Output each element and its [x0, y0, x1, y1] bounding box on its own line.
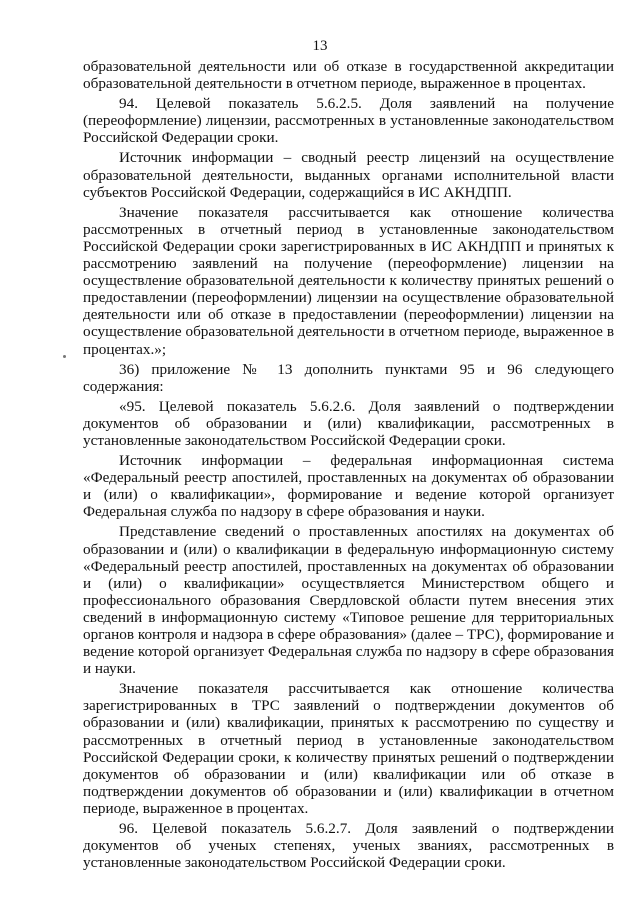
paragraph-source-95: Источник информации – федеральная информационная система «Федеральный реестр апостилей, проставленных на документах об образовании и (или) о квалификации», формирование и ведение которой организует Федеральная служба по надзору в сфере образования и науки. — [83, 452, 614, 521]
margin-mark — [63, 355, 66, 358]
paragraph-continuation: образовательной деятельности или об отказе в государственной аккредитации образовательной деятельности в отчетном периоде, выраженное в процентах. — [83, 58, 614, 93]
document-body — [83, 58, 614, 874]
paragraph-source-94: Источник информации – сводный реестр лицензий на осуществление образовательной деятельности, выданных органами исполнительной власти субъектов Российской Федерации, содержащийся в ИС АКНДПП. — [83, 149, 614, 201]
paragraph-item-94: 94. Целевой показатель 5.6.2.5. Доля заявлений на получение (переоформление) лицензии, рассмотренных в установленные законодательством Российской Федерации сроки. — [83, 95, 614, 147]
paragraph-calculation-94: Значение показателя рассчитывается как отношение количества рассмотренных в отчетный период в установленные законодательством Российской Федерации сроки зарегистрированных в ИС АКНДПП и принятых к рассмотрению заявлений на получение (переоформление) лицензии на осуществление образовательной деятельности к количеству принятых решений о предоставлении (переоформлении) лицензии на осуществление образовательной деятельности или об отказе в предоставлении (переоформлении) лицензии на осуществление образовательной деятельности в отчетном периоде, выраженное в процентах.»; — [83, 203, 614, 358]
paragraph-item-95: «95. Целевой показатель 5.6.2.6. Доля заявлений о подтверждении документов об образовании и (или) квалификации, рассмотренных в установленные законодательством Российской Федерации сроки. — [83, 397, 614, 449]
paragraph-item-96: 96. Целевой показатель 5.6.2.7. Доля заявлений о подтверждении документов об ученых степенях, ученых званиях, рассмотренных в установленные законодательством Российской Федерации сроки. — [83, 820, 614, 872]
paragraph-submission-95: Представление сведений о проставленных апостилях на документах об образовании и (или) о квалификации в федеральную информационную систему «Федеральный реестр апостилей, проставленных на документах об образовании и (или) о квалификации» осуществляется Министерством общего и профессионального образования Свердловской области путем внесения этих сведений в информационную систему «Типовое решение для территориальных органов контроля и надзора в сфере образования» (далее – ТРС), формирование и ведение которой организует Федеральная служба по надзору в сфере образования и науки. — [83, 523, 614, 678]
paragraph-calculation-95: Значение показателя рассчитывается как отношение количества зарегистрированных в ТРС заявлений о подтверждении документов об образовании и (или) квалификации, принятых к рассмотрению по существу и рассмотренных в отчетный период в установленные законодательством Российской Федерации сроки, к количеству принятых решений о подтверждении документов об образовании и (или) квалификации или об отказе в подтверждении документов об образовании и (или) квалификации в отчетном периоде, выраженное в процентах. — [83, 680, 614, 817]
paragraph-amendment-36: 36) приложение № 13 дополнить пунктами 95 и 96 следующего содержания: — [83, 360, 614, 395]
page-number: 13 — [312, 38, 328, 54]
